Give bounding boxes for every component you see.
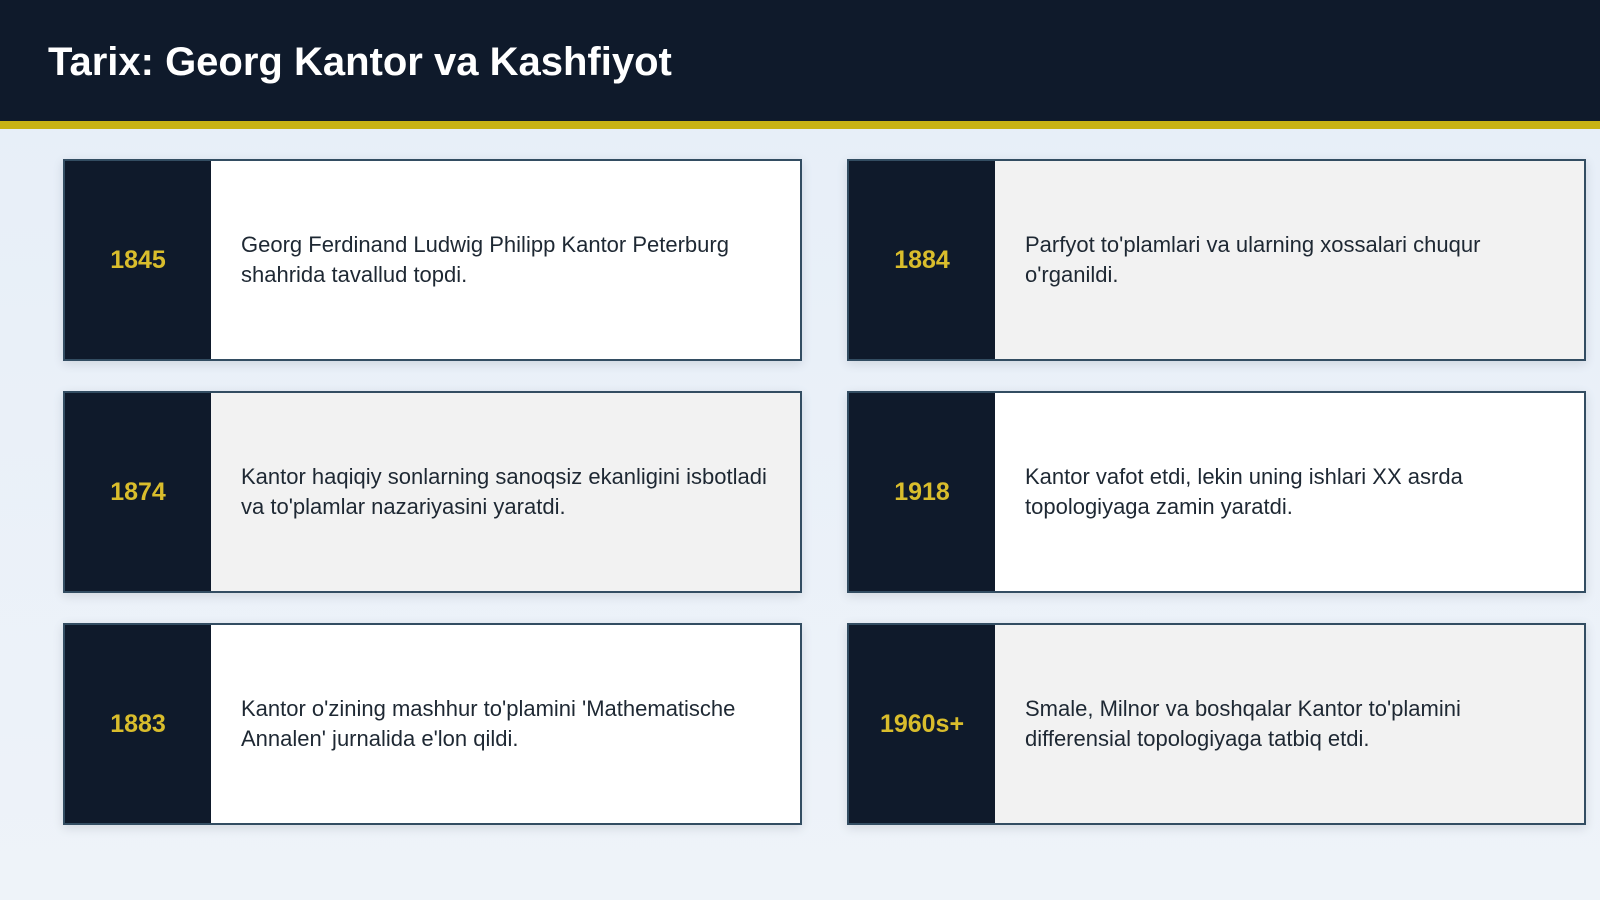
event-year: 1874 bbox=[110, 477, 166, 506]
event-year: 1960s+ bbox=[879, 709, 965, 738]
event-year: 1918 bbox=[894, 477, 950, 506]
event-year: 1845 bbox=[110, 245, 166, 274]
year-badge bbox=[849, 625, 995, 823]
year-badge bbox=[65, 161, 211, 359]
timeline-card bbox=[847, 391, 1586, 593]
timeline-card bbox=[63, 391, 802, 593]
year-badge bbox=[65, 393, 211, 591]
timeline-card bbox=[847, 623, 1586, 825]
event-year: 1883 bbox=[110, 709, 166, 738]
header-bar bbox=[0, 0, 1600, 121]
event-description: Kantor vafot etdi, lekin uning ishlari XX asrda topologiyaga zamin yaratdi. bbox=[1025, 464, 1463, 519]
event-description: Kantor o'zining mashhur to'plamini 'Mathematische Annalen' jurnalida e'lon qildi. bbox=[241, 696, 736, 751]
event-year: 1884 bbox=[894, 245, 950, 274]
timeline-card bbox=[63, 623, 802, 825]
timeline-card bbox=[847, 159, 1586, 361]
event-description: Parfyot to'plamlari va ularning xossalari chuqur o'rganildi. bbox=[1025, 232, 1481, 287]
accent-divider bbox=[0, 121, 1600, 129]
event-description: Georg Ferdinand Ludwig Philipp Kantor Peterburg shahrida tavallud topdi. bbox=[241, 232, 729, 287]
page-title: Tarix: Georg Kantor va Kashfiyot bbox=[48, 40, 672, 84]
year-badge bbox=[849, 393, 995, 591]
event-description: Kantor haqiqiy sonlarning sanoqsiz ekanligini isbotladi va to'plamlar nazariyasini yaratdi. bbox=[241, 464, 767, 519]
timeline-card bbox=[63, 159, 802, 361]
event-description: Smale, Milnor va boshqalar Kantor to'plamini differensial topologiyaga tatbiq etdi. bbox=[1025, 696, 1461, 751]
year-badge bbox=[849, 161, 995, 359]
year-badge bbox=[65, 625, 211, 823]
